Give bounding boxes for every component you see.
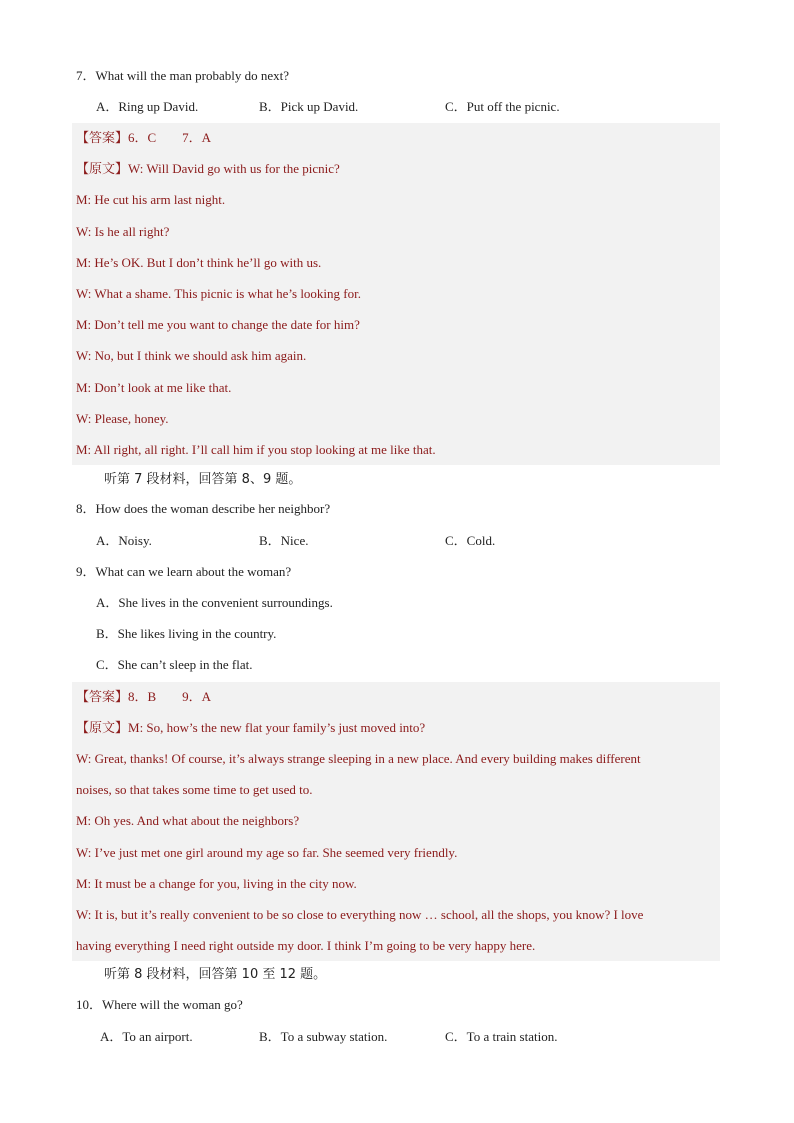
- answer-line-6-7: [76, 129, 211, 147]
- transcript-label: 【原文】: [76, 161, 129, 176]
- transcript-label: 【原文】: [76, 720, 129, 735]
- transcript-line: M: Don’t look at me like that.: [76, 380, 232, 395]
- transcript-line: M: He cut his arm last night.: [76, 192, 226, 207]
- q7-option-c: C．Put off the picnic.: [445, 99, 560, 114]
- transcript-line: W: It is, but it’s really convenient to be so close to everything now … school, all the shops, you know? I love: [76, 907, 644, 922]
- question-10: 10．Where will the woman go?: [76, 997, 243, 1012]
- q9-option-a: A．She lives in the convenient surroundings.: [96, 595, 333, 610]
- question-7: 7．What will the man probably do next?: [76, 68, 290, 83]
- q7-option-b: B．Pick up David.: [259, 99, 359, 114]
- transcript-line: [76, 160, 340, 178]
- q10-option-b: B．To a subway station.: [259, 1029, 388, 1044]
- answer-text: 6．C 7．A: [128, 130, 212, 145]
- q9-option-b: B．She likes living in the country.: [96, 626, 277, 641]
- transcript-line: [76, 719, 425, 737]
- answer-line-8-9: [76, 688, 211, 706]
- transcript-line: W: I’ve just met one girl around my age so far. She seemed very friendly.: [76, 845, 458, 860]
- transcript-text: M: So, how’s the new flat your family’s just moved into?: [128, 720, 426, 735]
- transcript-line: M: All right, all right. I’ll call him if you stop looking at me like that.: [76, 442, 436, 457]
- transcript-line: M: Don’t tell me you want to change the date for him?: [76, 317, 360, 332]
- q10-option-a: A．To an airport.: [100, 1029, 193, 1044]
- question-8: 8．How does the woman describe her neighbor?: [76, 501, 331, 516]
- q8-option-c: C．Cold.: [445, 533, 496, 548]
- answer-text: 8．B 9．A: [128, 689, 212, 704]
- transcript-line: W: No, but I think we should ask him again.: [76, 348, 307, 363]
- answer-label: 【答案】: [76, 130, 129, 145]
- transcript-line: W: Please, honey.: [76, 411, 169, 426]
- transcript-line: W: Great, thanks! Of course, it’s always strange sleeping in a new place. And every building makes different: [76, 751, 641, 766]
- q8-option-a: A．Noisy.: [96, 533, 152, 548]
- transcript-text: W: Will David go with us for the picnic?: [128, 161, 340, 176]
- transcript-line: noises, so that takes some time to get used to.: [76, 782, 313, 797]
- q7-option-a: A．Ring up David.: [96, 99, 199, 114]
- transcript-line: M: It must be a change for you, living in the city now.: [76, 876, 357, 891]
- section-heading-8: 听第 8 段材料，回答第 10 至 12 题。: [104, 967, 327, 982]
- transcript-line: M: Oh yes. And what about the neighbors?: [76, 813, 300, 828]
- question-9: 9．What can we learn about the woman?: [76, 564, 292, 579]
- section-heading-7: 听第 7 段材料，回答第 8、9 题。: [104, 472, 302, 487]
- transcript-line: W: What a shame. This picnic is what he’s looking for.: [76, 286, 361, 301]
- q10-option-c: C．To a train station.: [445, 1029, 558, 1044]
- transcript-line: W: Is he all right?: [76, 224, 170, 239]
- transcript-line: having everything I need right outside my door. I think I’m going to be very happy here.: [76, 938, 536, 953]
- transcript-line: M: He’s OK. But I don’t think he’ll go with us.: [76, 255, 322, 270]
- answer-label: 【答案】: [76, 689, 129, 704]
- q8-option-b: B．Nice.: [259, 533, 309, 548]
- q9-option-c: C．She can’t sleep in the flat.: [96, 657, 253, 672]
